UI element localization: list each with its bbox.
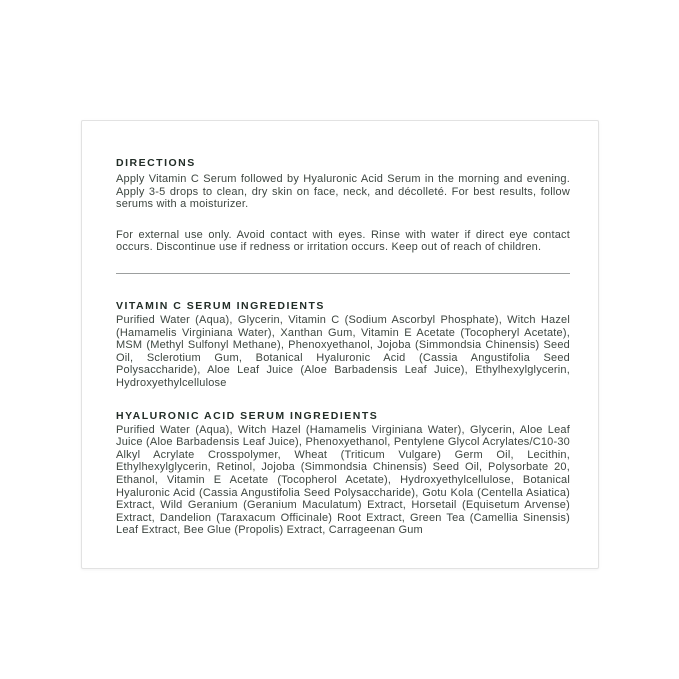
directions-usage-text: Apply Vitamin C Serum followed by Hyaluronic Acid Serum in the morning and evening. Apply 3-5 drops to clean, dry skin on face, neck, and décolleté. For best results, follow serums with a moisturizer. <box>116 173 570 211</box>
directions-section <box>116 157 570 254</box>
directions-warning-text: For external use only. Avoid contact with eyes. Rinse with water if direct eye contact occurs. Discontinue use if redness or irritation occurs. Keep out of reach of children. <box>116 228 570 254</box>
product-info-card <box>81 120 599 569</box>
hyaluronic-acid-ingredients-heading: HYALURONIC ACID SERUM INGREDIENTS <box>116 409 379 422</box>
vitamin-c-ingredients-heading: VITAMIN C SERUM INGREDIENTS <box>116 299 325 312</box>
directions-heading: DIRECTIONS <box>116 157 196 169</box>
hyaluronic-acid-ingredients-section <box>116 410 570 537</box>
hyaluronic-acid-ingredients-text: Purified Water (Aqua), Witch Hazel (Hamamelis Virginiana Water), Glycerin, Aloe Leaf Juice (Aloe Barbadensis Leaf Juice), Phenoxyethanol, Pentylene Glycol Acrylates/C10-30 Alkyl Acrylate Crosspolymer, Wheat (Triticum Vulgare) Germ Oil, Lecithin, Ethylhexylglycerin, Retinol, Jojoba (Simmondsia Chinensis) Seed Oil, Polysorbate 20, Ethanol, Vitamin E Acetate (Tocopherol Acetate), Hydroxyethylcellulose, Botanical Hyaluronic Acid (Cassia Angustifolia Seed Polysaccharide), Gotu Kola (Centella Asiatica) Extract, Wild Geranium (Geranium Maculatum) Extract, Horsetail (Equisetum Arvense) Extract, Dandelion (Taraxacum Officinale) Root Extract, Green Tea (Camellia Sinensis) Leaf Extract, Bee Glue (Propolis) Extract, Carrageenan Gum <box>116 423 570 537</box>
vitamin-c-ingredients-section <box>116 300 570 390</box>
section-divider <box>116 273 570 274</box>
vitamin-c-ingredients-text: Purified Water (Aqua), Glycerin, Vitamin C (Sodium Ascorbyl Phosphate), Witch Hazel (Hamamelis Virginiana Water), Xanthan Gum, Vitamin E Acetate (Tocopheryl Acetate), MSM (Methyl Sulfonyl Methane), Phenoxyethanol, Jojoba (Simmondsia Chinensis) Seed Oil, Sclerotium Gum, Botanical Hyaluronic Acid (Cassia Angustifolia Seed Polysaccharide), Aloe Leaf Juice (Aloe Barbadensis Leaf Juice), Ethylhexylglycerin, Hydroxyethylcellulose <box>116 313 570 389</box>
